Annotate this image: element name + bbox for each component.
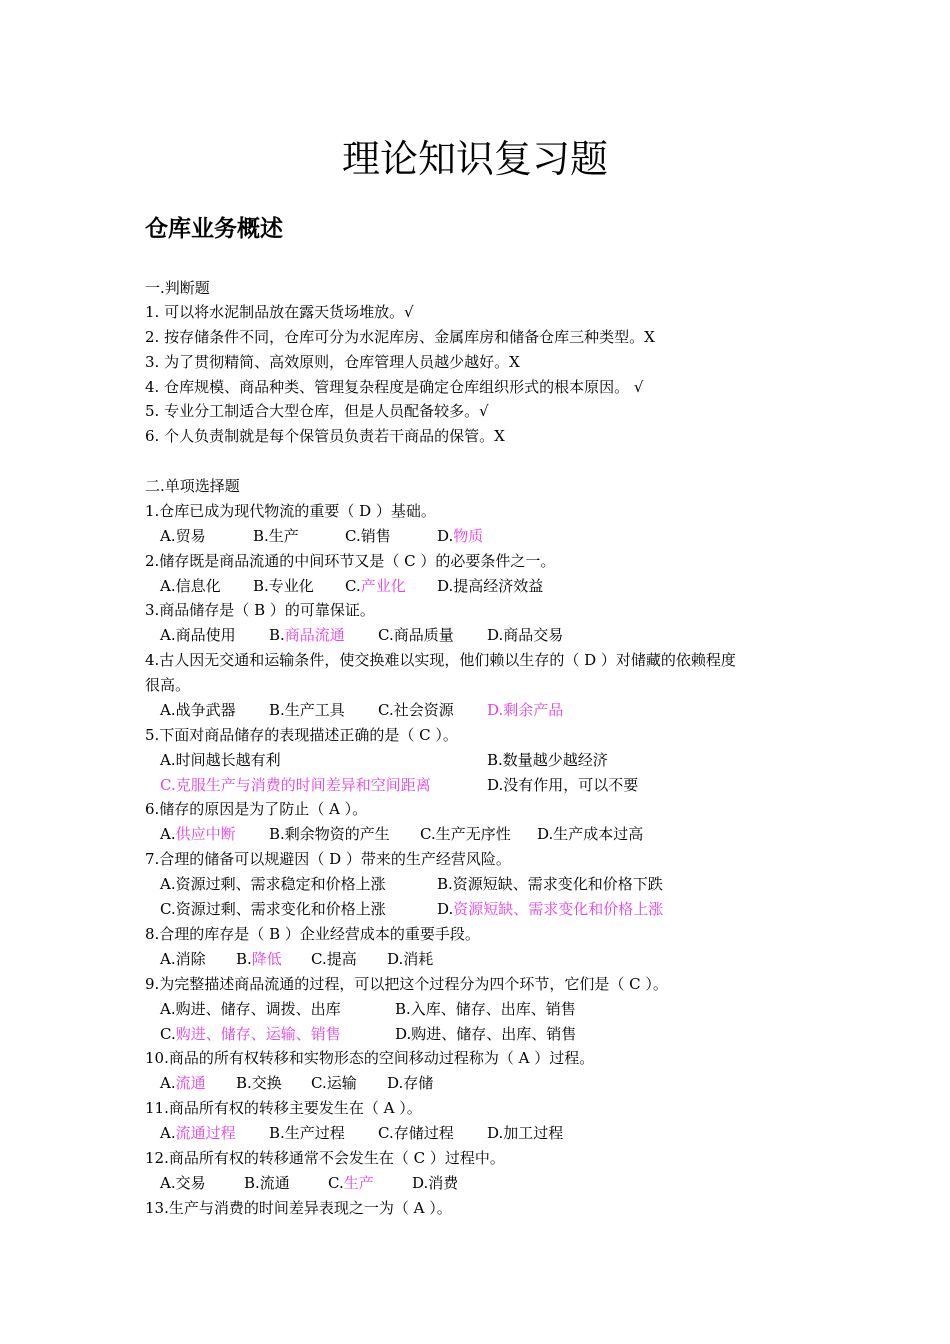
option-c: C.社会资源 [378, 701, 454, 719]
option-a [160, 822, 236, 846]
option-d [437, 897, 663, 921]
option-b: B.资源短缺、需求变化和价格下跌 [437, 875, 663, 893]
option-a: A.购进、储存、调拨、出库 [160, 1000, 341, 1018]
option-d: D.提高经济效益 [437, 577, 544, 595]
option-a: A.时间越长越有利 [160, 751, 281, 769]
question-stem: 11.商品所有权的转移主要发生在（ A ）。 [145, 1099, 422, 1117]
section-heading: 仓库业务概述 [145, 216, 283, 242]
answer-highlight: 商品流通 [284, 626, 345, 644]
option-a: A.贸易 [160, 527, 206, 545]
option-a: A.资源过剩、需求稳定和价格上涨 [160, 875, 386, 893]
option-c [160, 1022, 341, 1046]
option-prefix: C. [160, 1025, 176, 1043]
answer-highlight: 生产 [343, 1174, 374, 1192]
option-d: D.存储 [387, 1074, 434, 1092]
judgment-item: 3. 为了贯彻精简、高效原则，仓库管理人员越少越好。X [145, 353, 520, 371]
question-stem: 5.下面对商品储存的表现描述正确的是（ C ）。 [145, 726, 458, 744]
option-a: A.消除 [160, 950, 206, 968]
option-d [437, 524, 483, 548]
option-b: B.交换 [236, 1074, 282, 1092]
option-prefix: A. [160, 1074, 176, 1092]
option-b: B.生产工具 [269, 701, 345, 719]
option-b: B.数量越少越经济 [487, 751, 608, 769]
option-d: D.商品交易 [487, 626, 564, 644]
question-stem-continued: 很高。 [145, 676, 191, 694]
option-b [269, 623, 345, 647]
option-a [160, 1071, 206, 1095]
option-b: B.生产 [253, 527, 299, 545]
question-stem: 8.合理的库存是（ B ）企业经营成本的重要手段。 [145, 925, 480, 943]
judgment-item: 2. 按存储条件不同，仓库可分为水泥库房、金属库房和储备仓库三种类型。X [145, 328, 655, 346]
option-b: B.生产过程 [269, 1124, 345, 1142]
question-stem: 2.储存既是商品流通的中间环节又是（ C ）的必要条件之一。 [145, 552, 556, 570]
option-c [345, 574, 406, 598]
option-c: C.生产无序性 [420, 825, 511, 843]
option-prefix: A. [160, 1124, 176, 1142]
answer-highlight: 流通 [175, 1074, 206, 1092]
option-c: C.商品质量 [378, 626, 454, 644]
option-a: A.信息化 [160, 577, 221, 595]
option-b: B.入库、储存、出库、销售 [395, 1000, 576, 1018]
question-stem: 13.生产与消费的时间差异表现之一为（ A ）。 [145, 1199, 452, 1217]
answer-highlight: 产业化 [360, 577, 406, 595]
question-stem: 9.为完整描述商品流通的过程，可以把这个过程分为四个环节，它们是（ C ）。 [145, 975, 668, 993]
answer-highlight: 降低 [251, 950, 282, 968]
answer-highlight: 购进、储存、运输、销售 [175, 1025, 341, 1043]
option-prefix: B. [236, 950, 252, 968]
part1-heading: 一.判断题 [145, 279, 210, 297]
option-d: D.消耗 [387, 950, 434, 968]
option-c: C.资源过剩、需求变化和价格上涨 [160, 900, 386, 918]
option-c [328, 1171, 374, 1195]
option-d: D.没有作用，可以不要 [487, 776, 639, 794]
option-a: A.交易 [160, 1174, 206, 1192]
option-c: C.提高 [311, 950, 357, 968]
option-d: D.加工过程 [487, 1124, 564, 1142]
option-d: D.剩余产品 [487, 701, 564, 719]
option-a [160, 1121, 236, 1145]
option-b: B.剩余物资的产生 [269, 825, 390, 843]
question-stem: 4.古人因无交通和运输条件，使交换难以实现，他们赖以生存的（ D ）对储藏的依赖程度 [145, 651, 736, 669]
answer-highlight: 资源短缺、需求变化和价格上涨 [453, 900, 664, 918]
option-d: D.消费 [412, 1174, 459, 1192]
judgment-item: 5. 专业分工制适合大型仓库，但是人员配备较多。√ [145, 402, 489, 420]
part2-heading: 二.单项选择题 [145, 477, 240, 495]
option-a: A.战争武器 [160, 701, 236, 719]
page-title: 理论知识复习题 [341, 137, 608, 181]
option-prefix: D. [437, 527, 454, 545]
question-stem: 12.商品所有权的转移通常不会发生在（ C ）过程中。 [145, 1149, 505, 1167]
question-stem: 6.储存的原因是为了防止（ A ）。 [145, 800, 368, 818]
option-prefix: D. [437, 900, 454, 918]
question-stem: 3.商品储存是（ B ）的可靠保证。 [145, 601, 375, 619]
judgment-item: 4. 仓库规模、商品种类、管理复杂程度是确定仓库组织形式的根本原因。 √ [145, 378, 644, 396]
option-a: A.商品使用 [160, 626, 236, 644]
option-b [236, 947, 282, 971]
answer-highlight: 物质 [453, 527, 484, 545]
question-stem: 10.商品的所有权转移和实物形态的空间移动过程称为（ A ）过程。 [145, 1049, 595, 1067]
option-prefix: A. [160, 825, 176, 843]
option-prefix: C. [345, 577, 361, 595]
option-c: C.克服生产与消费的时间差异和空间距离 [160, 776, 431, 794]
option-c: C.销售 [345, 527, 391, 545]
option-prefix: C. [328, 1174, 344, 1192]
answer-highlight: 流通过程 [175, 1124, 236, 1142]
option-d: D.购进、储存、出库、销售 [395, 1025, 577, 1043]
option-c: C.运输 [311, 1074, 357, 1092]
option-d: D.生产成本过高 [537, 825, 644, 843]
option-prefix: B. [269, 626, 285, 644]
option-b: B.流通 [244, 1174, 290, 1192]
judgment-item: 1. 可以将水泥制品放在露天货场堆放。√ [145, 303, 414, 321]
question-stem: 7.合理的储备可以规避因（ D ）带来的生产经营风险。 [145, 850, 511, 868]
judgment-item: 6. 个人负责制就是每个保管员负责若干商品的保管。X [145, 427, 505, 445]
option-c: C.存储过程 [378, 1124, 454, 1142]
question-stem: 1.仓库已成为现代物流的重要（ D ）基础。 [145, 502, 436, 520]
option-b: B.专业化 [253, 577, 314, 595]
answer-highlight: 供应中断 [175, 825, 236, 843]
